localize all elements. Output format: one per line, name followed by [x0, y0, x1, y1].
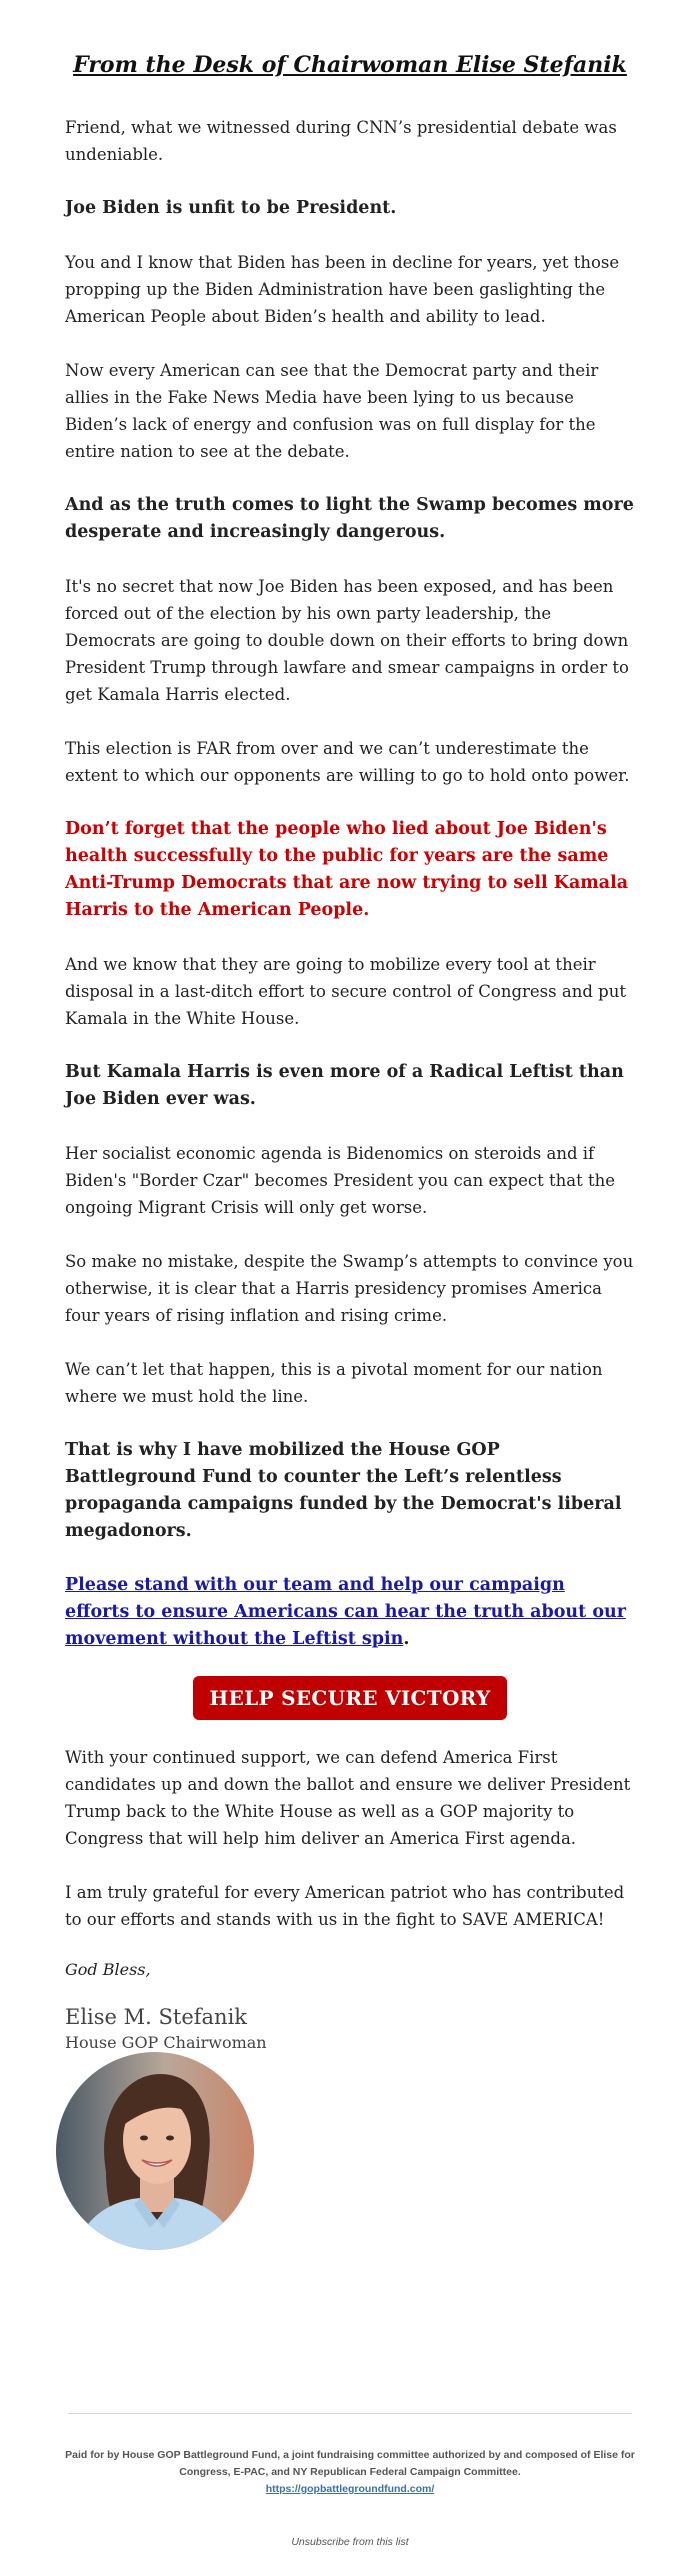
signature-name: Elise M. Stefanik	[65, 2005, 248, 2029]
paragraph: We can’t let that happen, this is a pivotal moment for our nation where we must hold the line.	[65, 1360, 603, 1406]
unsubscribe-link[interactable]: Unsubscribe from this list	[291, 2536, 409, 2548]
help-secure-victory-button[interactable]: HELP SECURE VICTORY	[193, 1676, 506, 1720]
paragraph-bold: But Kamala Harris is even more of a Radical Leftist than Joe Biden ever was.	[65, 1062, 624, 1109]
paragraph: So make no mistake, despite the Swamp’s attempts to convince you otherwise, it is clear that a Harris presidency promises America four years of rising inflation and rising crime.	[65, 1252, 634, 1325]
paragraph-link	[65, 1572, 635, 1653]
page-title: From the Desk of Chairwoman Elise Stefanik	[73, 52, 627, 78]
footer-divider	[68, 2413, 632, 2414]
paragraph: Her socialist economic agenda is Bidenomics on steroids and if Biden's "Border Czar" becomes President you can expect that the ongoing Migrant Crisis will only get worse.	[65, 1144, 616, 1217]
paid-for-disclaimer: Paid for by House GOP Battleground Fund, a joint fundraising committee authorized by and composed of Elise for Congress, E-PAC, and NY Republican Federal Campaign Committee.	[65, 2449, 635, 2478]
link-period: .	[403, 1629, 410, 1649]
paragraph: You and I know that Biden has been in decline for years, yet those propping up the Biden Administration have been gaslighting the American People about Biden’s health and ability to lead.	[65, 253, 620, 326]
paragraph-red-highlight: Don’t forget that the people who lied about Joe Biden's health successfully to the public for years are the same Anti-Trump Democrats that are now trying to sell Kamala Harris to the American People.	[65, 819, 629, 920]
portrait-photo	[56, 2052, 254, 2250]
paragraph: It's no secret that now Joe Biden has been exposed, and has been forced out of the election by his own party leadership, the Democrats are going to double down on their efforts to bring down President Trump through lawfare and smear campaigns in order to get Kamala Harris elected.	[65, 577, 629, 704]
paragraph: This election is FAR from over and we can’t underestimate the extent to which our opponents are willing to go to hold onto power.	[65, 739, 630, 785]
cta-wrapper	[65, 1676, 635, 1720]
paragraph-headline: Joe Biden is unfit to be President.	[65, 198, 397, 218]
paragraph-greeting: Friend, what we witnessed during CNN’s presidential debate was undeniable.	[65, 118, 617, 164]
support-link[interactable]: Please stand with our team and help our campaign efforts to ensure Americans can hear the truth about our movement without the Leftist spin	[65, 1575, 626, 1649]
paragraph: And we know that they are going to mobilize every tool at their disposal in a last-ditch effort to secure control of Congress and put Kamala in the White House.	[65, 955, 626, 1028]
email-body	[65, 114, 635, 2052]
paragraph-bold: And as the truth comes to light the Swamp becomes more desperate and increasingly dangerous.	[65, 495, 634, 542]
paragraph-bold: That is why I have mobilized the House GOP Battleground Fund to counter the Left’s relentless propaganda campaigns funded by the Democrat's liberal megadonors.	[65, 1440, 622, 1541]
paragraph: Now every American can see that the Democrat party and their allies in the Fake News Media have been lying to us because Biden’s lack of energy and confusion was on full display for the entire nation to see at the debate.	[65, 361, 599, 461]
signature-title: House GOP Chairwoman	[65, 2033, 267, 2052]
footer	[40, 2447, 660, 2498]
paragraph: With your continued support, we can defend America First candidates up and down the ballot and ensure we deliver President Trump back to the White House as well as a GOP majority to Congress that will help him deliver an America First agenda.	[65, 1748, 631, 1848]
website-link[interactable]: https://gopbattlegroundfund.com/	[265, 2483, 435, 2495]
paragraph: I am truly grateful for every American patriot who has contributed to our efforts and stands with us in the fight to SAVE AMERICA!	[65, 1883, 625, 1929]
signature-closing: God Bless,	[65, 1960, 151, 1979]
avatar	[56, 2052, 254, 2250]
